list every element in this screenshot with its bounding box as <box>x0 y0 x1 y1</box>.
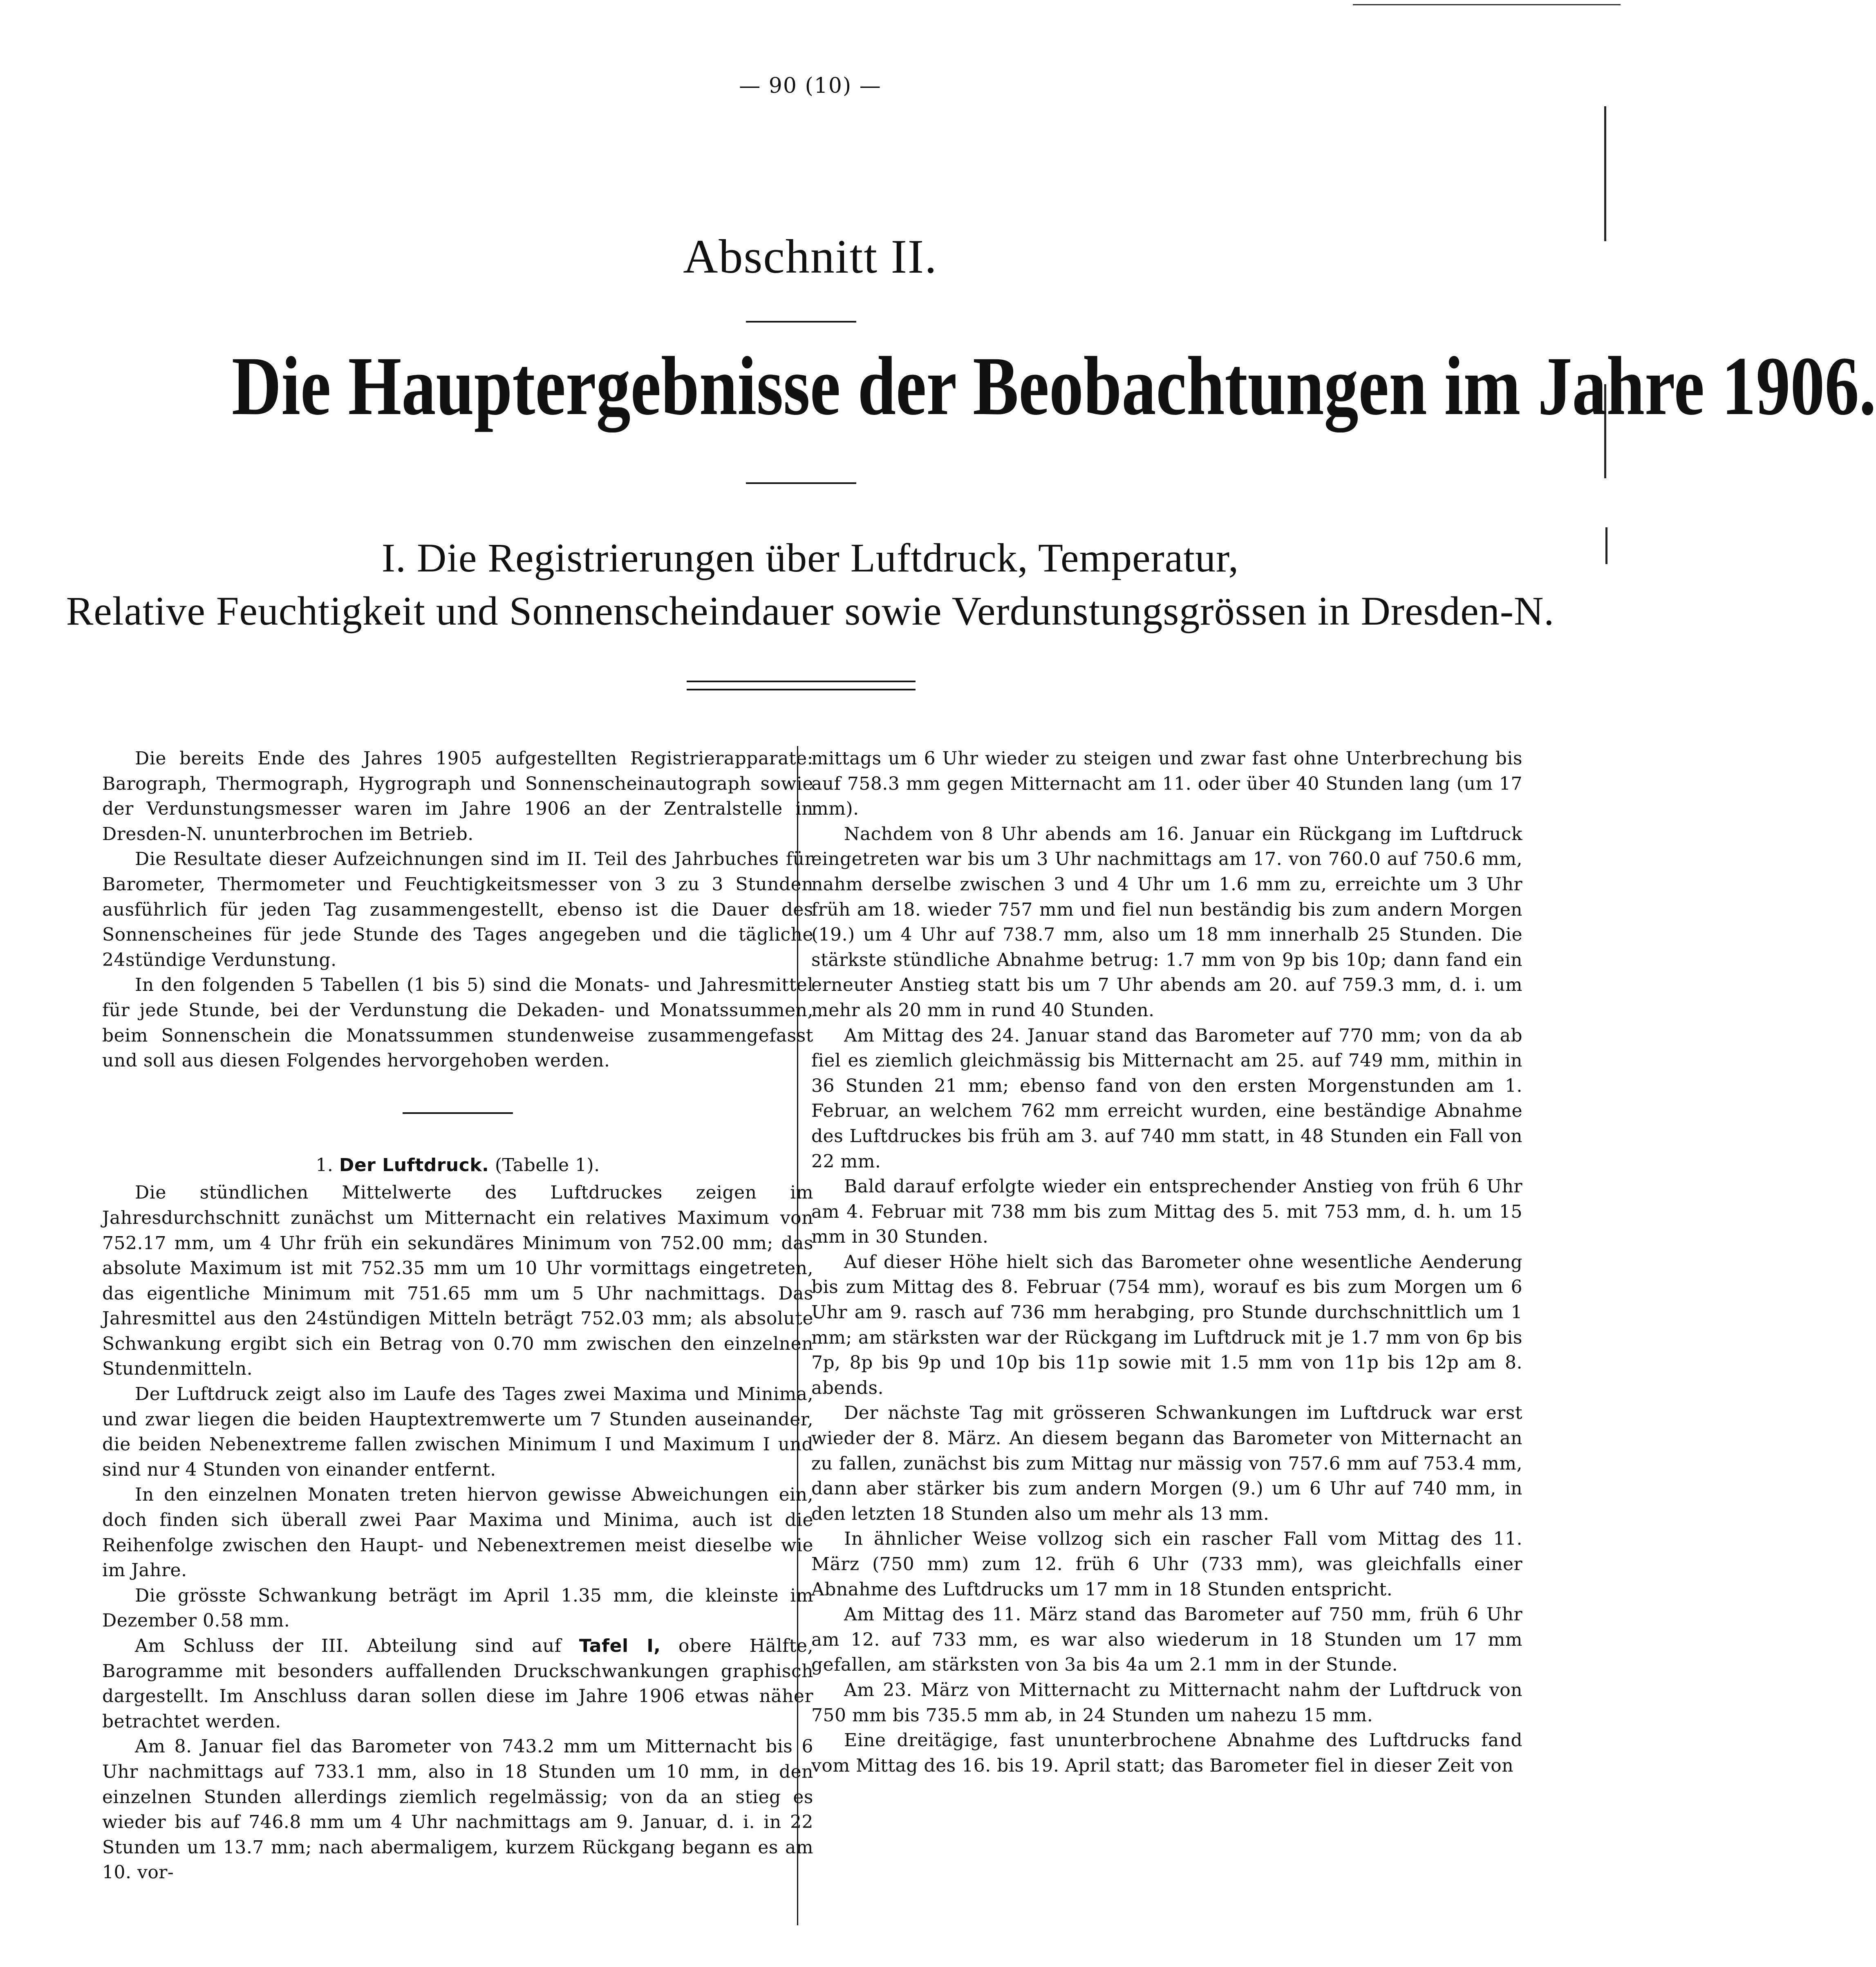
right-edge-mark <box>1605 527 1607 564</box>
right-edge-mark <box>1604 106 1606 241</box>
paragraph: Nachdem von 8 Uhr abends am 16. Januar ein Rückgang im Luftdruck eingetreten war bis um 3 Uhr nachmittags am 17. von 760.0 auf 750.6 mm, nahm derselbe zwischen 3 und 4 Uhr um 1.6 mm zu, erreichte um 3 Uhr früh am 18. wieder 757 mm und fiel nun beständig bis zum andern Morgen (19.) um 4 Uhr auf 738.7 mm, also um 18 mm innerhalb 25 Stunden. Die stärkste stündliche Abnahme betrug: 1.7 mm von 9p bis 10p; dann fand ein erneuter Anstieg statt bis um 7 Uhr abends am 20. auf 759.3 mm, d. i. um mehr als 20 mm in rund 40 Stunden. <box>811 823 1522 1021</box>
subsection-heading <box>102 1153 813 1178</box>
plate-reference: Tafel I, <box>579 1635 661 1656</box>
paragraph: Die Resultate dieser Aufzeichnungen sind im II. Teil des Jahrbuches für Barometer, Thermometer und Feuchtigkeitsmesser von 3 zu 3 Stunden ausführlich für jeden Tag zusammengestellt, ebenso ist die Dauer des Sonnenscheines für jede Stunde des Tages angegeben und die tägliche 24stündige Verdunstung. <box>102 849 813 970</box>
paragraph: Auf dieser Höhe hielt sich das Barometer ohne wesentliche Aenderung bis zum Mittag des 8. Februar (754 mm), worauf es bis zum Morgen um 6 Uhr am 9. rasch auf 736 mm herabging, pro Stunde durchschnittlich um 1 mm; am stärksten war der Rückgang im Luftdruck mit je 1.7 mm von 6p bis 7p, 8p bis 9p und 10p bis 11p sowie mit 1.5 mm von 11p bis 12p am 8. abends. <box>811 1251 1522 1398</box>
subtitle-line-2: Relative Feuchtigkeit und Sonnenscheindauer sowie Verdunstungsgrössen in Dresden-N. <box>66 588 1555 634</box>
title-rule-top <box>746 321 856 323</box>
section-divider <box>403 1112 513 1114</box>
paragraph-text: Am Schluss der III. Abteilung sind auf <box>135 1635 562 1656</box>
paragraph: In den einzelnen Monaten treten hiervon gewisse Abweichungen ein, doch finden sich überall zwei Paar Maxima und Minima, auch ist die Reihenfolge zwischen den Haupt- und Nebenextremen meist dieselbe wie im Jahre. <box>102 1484 813 1581</box>
paragraph: In den folgenden 5 Tabellen (1 bis 5) sind die Monats- und Jahresmittel für jede Stunde, bei der Verdunstung die Dekaden- und Monatssummen, beim Sonnenschein die Monatssummen stundenweise zusammengefasst und soll aus diesen Folgendes hervorgehoben werden. <box>102 975 813 1071</box>
paragraph: Die bereits Ende des Jahres 1905 aufgestellten Registrierapparate: Barograph, Thermograph, Hygrograph und Sonnenscheinautograph sowie der Verdunstungsmesser waren im Jahre 1906 an der Zentralstelle in Dresden-N. ununterbrochen im Betrieb. <box>102 748 813 845</box>
subsection-table-ref: (Tabelle 1). <box>495 1154 600 1176</box>
paragraph: Am 23. März von Mitternacht zu Mitternacht nahm der Luftdruck von 750 mm bis 735.5 mm ab, in 24 Stunden um nahezu 15 mm. <box>811 1679 1522 1726</box>
paragraph-text: obere Hälfte, Barogramme mit besonders auffallenden Druckschwankungen graphisch dargestellt. Im Anschluss daran sollen diese im Jahre 1906 etwas näher betrachtet werden. <box>102 1635 813 1732</box>
subtitle <box>49 531 1572 638</box>
paragraph: Eine dreitägige, fast ununterbrochene Abnahme des Luftdrucks fand vom Mittag des 16. bis 19. April statt; das Barometer fiel in dieser Zeit von <box>811 1730 1522 1776</box>
top-edge-rule <box>1353 4 1621 5</box>
subtitle-line-1: I. Die Registrierungen über Luftdruck, Temperatur, <box>381 535 1239 580</box>
paragraph: Am 8. Januar fiel das Barometer von 743.2 mm um Mitternacht bis 6 Uhr nachmittags auf 733.1 mm, also in 18 Stunden um 10 mm, in den einzelnen Stunden allerdings ziemlich regelmässig; von da an stieg es wieder bis auf 746.8 mm um 4 Uhr nachmittags am 9. Januar, d. i. in 22 Stunden um 13.7 mm; nach abermaligem, kurzem Rückgang begann es am 10. vor- <box>102 1736 813 1883</box>
paragraph: Der nächste Tag mit grösseren Schwankungen im Luftdruck war erst wieder der 8. März. An diesem begann das Barometer von Mitternacht an zu fallen, zunächst bis zum Mittag nur mässig von 757.6 mm auf 753.4 mm, dann aber stärker bis zum andern Morgen (9.) um 6 Uhr auf 740 mm, in den letzten 18 Stunden also um mehr als 13 mm. <box>811 1402 1522 1524</box>
paragraph: Am Mittag des 24. Januar stand das Barometer auf 770 mm; von da ab fiel es ziemlich gleichmässig bis Mitternacht am 25. auf 749 mm, mithin in 36 Stunden 21 mm; ebenso fand von den ersten Morgenstunden am 1. Februar, an welchem 762 mm erreicht wurden, eine beständige Abnahme des Luftdruckes bis früh am 3. auf 740 mm statt, in 48 Stunden ein Fall von 22 mm. <box>811 1025 1522 1172</box>
subsection-number: 1. <box>316 1154 334 1176</box>
left-column <box>102 746 813 1885</box>
page-number: — 90 (10) — <box>739 74 882 98</box>
page-title: Die Hauptergebnisse der Beobachtungen im Jahre 1906. <box>231 340 1876 432</box>
paragraph: Die grösste Schwankung beträgt im April 1.35 mm, die kleinste im Dezember 0.58 mm. <box>102 1585 813 1631</box>
right-column <box>811 746 1522 1778</box>
paragraph <box>102 1633 813 1734</box>
paragraph: Bald darauf erfolgte wieder ein entsprechender Anstieg von früh 6 Uhr am 4. Februar mit 738 mm bis zum Mittag des 5. mit 753 mm, d. h. um 15 mm in 30 Stunden. <box>811 1176 1522 1248</box>
paragraph: Die stündlichen Mittelwerte des Luftdruckes zeigen im Jahresdurchschnitt zunächst um Mitternacht ein relatives Maximum von 752.17 mm, um 4 Uhr früh ein sekundäres Minimum von 752.00 mm; das absolute Maximum ist mit 752.35 mm um 10 Uhr vormittags eingetreten, das eigentliche Minimum mit 751.65 mm um 5 Uhr nachmittags. Das Jahresmittel aus den 24stündigen Mitteln beträgt 752.03 mm; als absolute Schwankung ergibt sich ein Betrag von 0.70 mm zwischen den einzelnen Stundenmitteln. <box>102 1182 813 1380</box>
title-rule-bottom <box>746 482 856 484</box>
paragraph: mittags um 6 Uhr wieder zu steigen und zwar fast ohne Unterbrechung bis auf 758.3 mm gegen Mitternacht am 11. oder über 40 Stunden lang (um 17 mm). <box>811 748 1522 820</box>
section-label: Abschnitt II. <box>683 230 938 283</box>
paragraph: In ähnlicher Weise vollzog sich ein rascher Fall vom Mittag des 11. März (750 mm) zum 12. früh 6 Uhr (733 mm), was gleichfalls einer Abnahme des Luftdrucks um 17 mm in 18 Stunden entspricht. <box>811 1528 1522 1600</box>
subsection-title: Der Luftdruck. <box>339 1154 489 1176</box>
paragraph: Der Luftdruck zeigt also im Laufe des Tages zwei Maxima und Minima, und zwar liegen die beiden Hauptextremwerte um 7 Stunden auseinander, die beiden Nebenextreme fallen zwischen Minimum I und Maximum I und sind nur 4 Stunden von einander entfernt. <box>102 1384 813 1480</box>
paragraph: Am Mittag des 11. März stand das Barometer auf 750 mm, früh 6 Uhr am 12. auf 733 mm, es war also wiederum in 18 Stunden um 17 mm gefallen, am stärksten von 3a bis 4a um 2.1 mm in der Stunde. <box>811 1604 1522 1676</box>
double-rule <box>687 681 916 690</box>
